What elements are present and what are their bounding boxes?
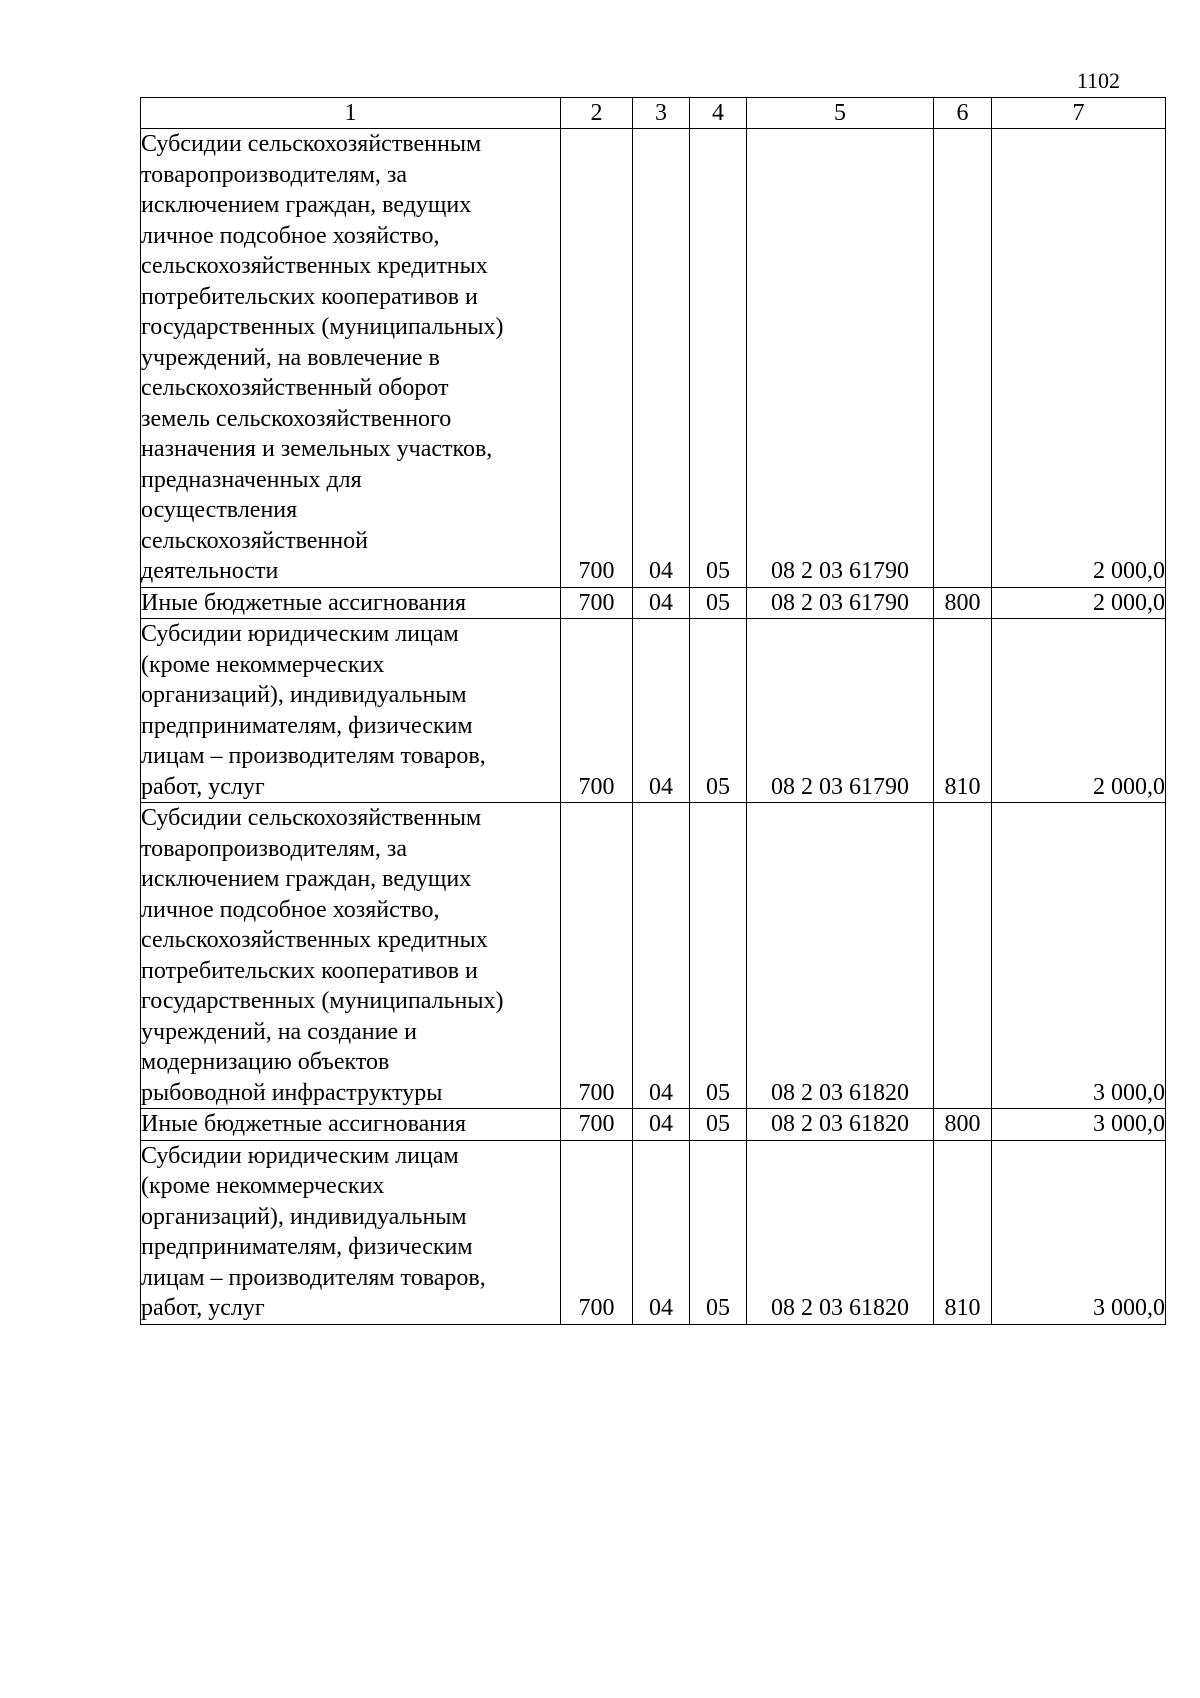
- row-name-text: Субсидии сельскохозяйственным товаропроизводителям, за исключением граждан, ведущих личное подсобное хозяйство, сельскохозяйственных кредитных потребительских кооперативов и государственных (муниципальных) учреждений, на вовлечение в сельскохозяйственный оборот земель сельскохозяйственного назначения и земельных участков, предназначенных для осуществления сельскохозяйственной деятельности: [141, 131, 504, 584]
- row-col-5: 08 2 03 61820: [747, 803, 934, 1109]
- row-name-text: Субсидии сельскохозяйственным товаропроизводителям, за исключением граждан, ведущих личное подсобное хозяйство, сельскохозяйственных кредитных потребительских кооперативов и государственных (муниципальных) учреждений, на создание и модернизацию объектов рыбоводной инфраструктуры: [141, 805, 504, 1106]
- row-col-6: 810: [934, 619, 992, 803]
- row-col-7: 3 000,0: [992, 1140, 1166, 1324]
- row-col-4: 05: [690, 587, 747, 619]
- row-col-7: 3 000,0: [992, 1109, 1166, 1141]
- row-col-4: 05: [690, 129, 747, 588]
- row-name-text: Иные бюджетные ассигнования: [141, 589, 466, 616]
- row-col-5: 08 2 03 61820: [747, 1109, 934, 1141]
- row-col-6: 800: [934, 587, 992, 619]
- budget-table: [140, 97, 1166, 1325]
- row-col-7: 2 000,0: [992, 129, 1166, 588]
- row-name: [141, 619, 561, 803]
- row-col-4: 05: [690, 1140, 747, 1324]
- row-col-3: 04: [633, 587, 690, 619]
- row-col-2: 700: [561, 803, 633, 1109]
- row-col-3: 04: [633, 1109, 690, 1141]
- row-col-6: 810: [934, 1140, 992, 1324]
- row-name: [141, 1140, 561, 1324]
- row-name: [141, 1109, 561, 1141]
- row-col-6: 800: [934, 1109, 992, 1141]
- row-col-2: 700: [561, 1140, 633, 1324]
- row-name: [141, 587, 561, 619]
- table-row: [141, 1140, 1166, 1324]
- row-col-5: 08 2 03 61790: [747, 619, 934, 803]
- row-col-2: 700: [561, 619, 633, 803]
- row-col-3: 04: [633, 803, 690, 1109]
- row-col-2: 700: [561, 129, 633, 588]
- row-col-5: 08 2 03 61820: [747, 1140, 934, 1324]
- row-col-7: 3 000,0: [992, 803, 1166, 1109]
- row-col-3: 04: [633, 619, 690, 803]
- table-row: [141, 129, 1166, 588]
- row-col-6: [934, 803, 992, 1109]
- row-col-3: 04: [633, 129, 690, 588]
- table-row: [141, 619, 1166, 803]
- row-col-5: 08 2 03 61790: [747, 129, 934, 588]
- row-name: [141, 803, 561, 1109]
- page-number: 1102: [1076, 68, 1120, 93]
- table-row: [141, 1109, 1166, 1141]
- row-col-4: 05: [690, 1109, 747, 1141]
- header-col-2: 2: [561, 98, 633, 129]
- table-row: [141, 803, 1166, 1109]
- table-row: [141, 587, 1166, 619]
- header-col-1: 1: [141, 98, 561, 129]
- row-name-text: Субсидии юридическим лицам (кроме некоммерческих организаций), индивидуальным предпринимателям, физическим лицам – производителям товаров, работ, услуг: [141, 621, 486, 800]
- row-name-text: Иные бюджетные ассигнования: [141, 1111, 466, 1137]
- row-col-7: 2 000,0: [992, 619, 1166, 803]
- row-col-6: [934, 129, 992, 588]
- header-col-4: 4: [690, 98, 747, 129]
- header-col-6: 6: [934, 98, 992, 129]
- row-col-5: 08 2 03 61790: [747, 587, 934, 619]
- row-name-text: Субсидии юридическим лицам (кроме некоммерческих организаций), индивидуальным предпринимателям, физическим лицам – производителям товаров, работ, услуг: [141, 1142, 486, 1321]
- header-col-5: 5: [747, 98, 934, 129]
- table-header-row: [141, 98, 1166, 129]
- row-col-2: 700: [561, 587, 633, 619]
- row-col-3: 04: [633, 1140, 690, 1324]
- row-col-4: 05: [690, 619, 747, 803]
- row-col-7: 2 000,0: [992, 587, 1166, 619]
- header-col-7: 7: [992, 98, 1166, 129]
- header-col-3: 3: [633, 98, 690, 129]
- row-name: [141, 129, 561, 588]
- row-col-4: 05: [690, 803, 747, 1109]
- row-col-2: 700: [561, 1109, 633, 1141]
